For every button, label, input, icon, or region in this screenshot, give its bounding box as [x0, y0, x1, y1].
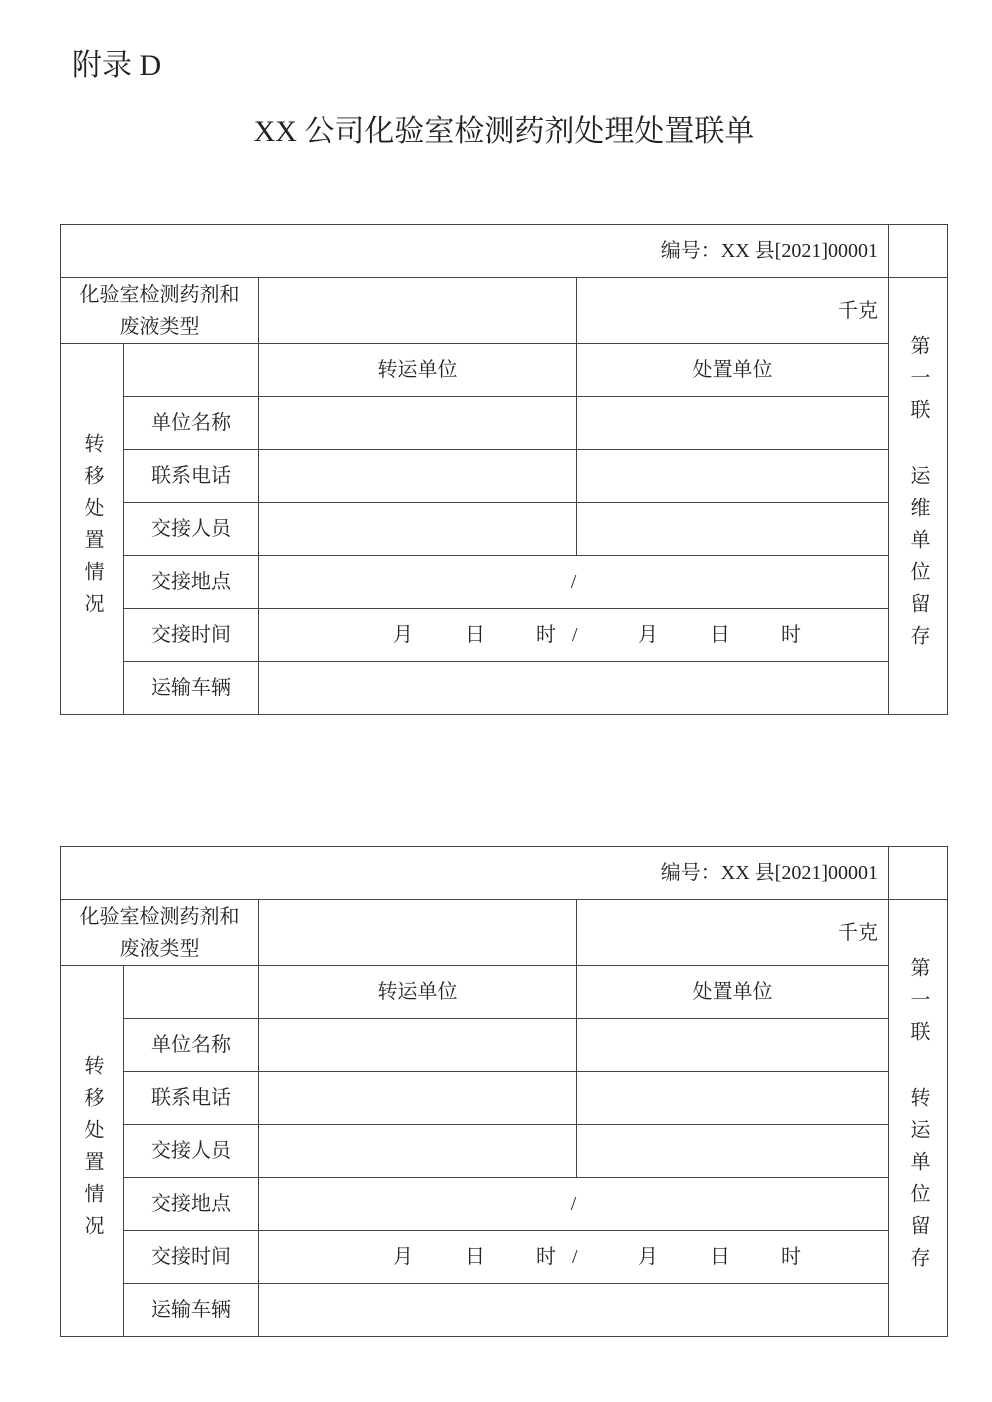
- time-d2: 日: [710, 1246, 730, 1268]
- phone-disposal-input[interactable]: [576, 449, 889, 503]
- time-m1: 月: [393, 624, 413, 646]
- row-label-vehicle: [123, 661, 259, 715]
- phone-disposal-input[interactable]: [576, 1071, 889, 1125]
- row-label-phone: [123, 449, 259, 503]
- row-label-phone-text: 联系电话: [151, 465, 231, 487]
- row-label-vehicle-text: 运输车辆: [151, 677, 231, 699]
- handover-place-input: [258, 1177, 889, 1231]
- waste-type-label-text: 化验室检测药剂和废液类型: [79, 905, 240, 960]
- row-label-handover-person: [123, 502, 259, 556]
- copy-label: [888, 899, 948, 1337]
- handover-person-disposal-input[interactable]: [576, 1124, 889, 1178]
- quantity-unit: [576, 277, 889, 344]
- time-sep: /: [572, 624, 578, 646]
- row-label-unit-name-text: 单位名称: [151, 1034, 231, 1056]
- row-label-handover-time-text: 交接时间: [151, 1246, 231, 1268]
- row-label-handover-person-text: 交接人员: [151, 518, 231, 540]
- quantity-unit-text: 千克: [838, 921, 878, 944]
- time-h1: 时: [536, 1246, 556, 1268]
- vehicle-input[interactable]: [258, 661, 889, 715]
- row-label-handover-place-text: 交接地点: [151, 1193, 231, 1215]
- time-m2: 月: [638, 624, 658, 646]
- time-m1: 月: [393, 1246, 413, 1268]
- waste-type-input[interactable]: [258, 899, 577, 966]
- time-d1: 日: [465, 1246, 485, 1268]
- document-title: XX 公司化验室检测药剂处理处置联单: [253, 115, 755, 148]
- serial-number-text: 编号：XX 县[2021]00001: [660, 862, 878, 884]
- waste-type-label: [60, 277, 259, 344]
- row-label-vehicle-text: 运输车辆: [151, 1299, 231, 1321]
- row-label-vehicle: [123, 1283, 259, 1337]
- waste-type-label-text: 化验室检测药剂和废液类型: [79, 283, 240, 338]
- handover-time-input[interactable]: [258, 1230, 889, 1284]
- section-label: [60, 343, 124, 715]
- time-d2: 日: [710, 624, 730, 646]
- handover-place-input-text: /: [570, 1193, 577, 1215]
- section-label-text: 转移处置情况: [81, 433, 103, 625]
- handover-person-transport-input[interactable]: [258, 502, 577, 556]
- col-disposal-header-text: 处置单位: [692, 981, 773, 1003]
- time-d1: 日: [465, 624, 485, 646]
- handover-person-disposal-input[interactable]: [576, 502, 889, 556]
- unit-name-transport-input[interactable]: [258, 1018, 577, 1072]
- vehicle-input[interactable]: [258, 1283, 889, 1337]
- section-label: [60, 965, 124, 1337]
- waste-type-label: [60, 899, 259, 966]
- serial-number: [60, 224, 889, 278]
- header-blank[interactable]: [123, 965, 259, 1019]
- row-label-unit-name-text: 单位名称: [151, 412, 231, 434]
- handover-time-input[interactable]: [258, 608, 889, 662]
- row-label-handover-time: [123, 1230, 259, 1284]
- serial-number: [60, 846, 889, 900]
- col-transport-header-text: 转运单位: [377, 981, 458, 1003]
- row-label-phone: [123, 1071, 259, 1125]
- row-label-handover-place: [123, 555, 259, 609]
- col-disposal-header: [576, 343, 889, 397]
- row-label-handover-place: [123, 1177, 259, 1231]
- time-sep: /: [572, 1246, 578, 1268]
- phone-transport-input[interactable]: [258, 449, 577, 503]
- unit-name-disposal-input[interactable]: [576, 396, 889, 450]
- time-h2: 时: [781, 1246, 801, 1268]
- row-label-handover-person: [123, 1124, 259, 1178]
- section-label-text: 转移处置情况: [81, 1055, 103, 1247]
- copy-label-text: 第一联 运维单位留存: [907, 335, 929, 657]
- quantity-unit: [576, 899, 889, 966]
- col-transport-header: [258, 965, 577, 1019]
- row-label-unit-name: [123, 1018, 259, 1072]
- row-label-handover-time: [123, 608, 259, 662]
- row-label-handover-person-text: 交接人员: [151, 1140, 231, 1162]
- col-transport-header-text: 转运单位: [377, 359, 458, 381]
- unit-name-transport-input[interactable]: [258, 396, 577, 450]
- row-label-handover-time-text: 交接时间: [151, 624, 231, 646]
- unit-name-disposal-input[interactable]: [576, 1018, 889, 1072]
- row-label-unit-name: [123, 396, 259, 450]
- handover-person-transport-input[interactable]: [258, 1124, 577, 1178]
- quantity-unit-text: 千克: [838, 299, 878, 322]
- appendix-label: 附录 D: [72, 49, 162, 82]
- corner-cell[interactable]: [888, 846, 948, 900]
- col-disposal-header: [576, 965, 889, 1019]
- time-m2: 月: [638, 1246, 658, 1268]
- header-blank[interactable]: [123, 343, 259, 397]
- row-label-phone-text: 联系电话: [151, 1087, 231, 1109]
- waste-type-input[interactable]: [258, 277, 577, 344]
- handover-place-input: [258, 555, 889, 609]
- phone-transport-input[interactable]: [258, 1071, 577, 1125]
- serial-number-text: 编号：XX 县[2021]00001: [660, 240, 878, 262]
- copy-label: [888, 277, 948, 715]
- time-h2: 时: [781, 624, 801, 646]
- copy-label-text: 第一联 转运单位留存: [907, 957, 929, 1279]
- row-label-handover-place-text: 交接地点: [151, 571, 231, 593]
- handover-place-input-text: /: [570, 571, 577, 593]
- time-h1: 时: [536, 624, 556, 646]
- col-transport-header: [258, 343, 577, 397]
- corner-cell[interactable]: [888, 224, 948, 278]
- col-disposal-header-text: 处置单位: [692, 359, 773, 381]
